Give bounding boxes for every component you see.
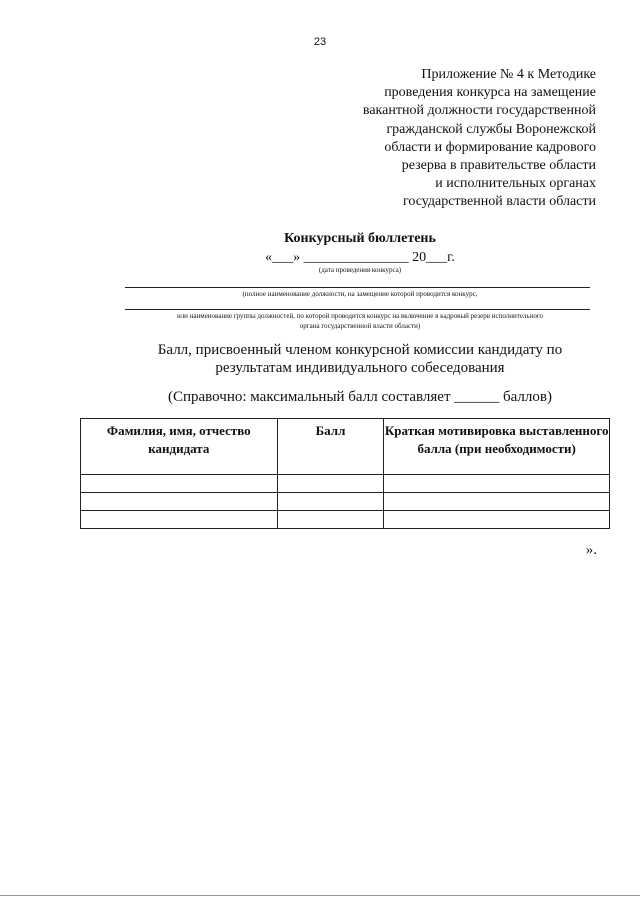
appendix-line: проведения конкурса на замещение <box>384 85 596 101</box>
table-cell[interactable] <box>277 511 384 529</box>
table-cell[interactable] <box>81 493 278 511</box>
appendix-line: и исполнительных органах <box>435 176 596 192</box>
group-caption <box>125 311 595 331</box>
group-line <box>125 309 590 310</box>
table-row <box>81 511 610 529</box>
appendix-line: Приложение № 4 к Методике <box>421 67 596 82</box>
table-cell[interactable] <box>81 511 278 529</box>
appendix-header <box>296 66 596 212</box>
appendix-line: области и формирование кадрового <box>384 139 596 155</box>
table-header-row <box>81 419 610 475</box>
appendix-line: резерва в правительстве области <box>401 158 596 174</box>
appendix-line: государственной власти области <box>402 194 596 210</box>
column-header-reason: Краткая мотивировка выставленного балла (при необходимости) <box>384 419 610 475</box>
position-caption: (полное наименование должности, на замещение которой проводится конкурс, <box>242 290 478 298</box>
table-cell[interactable] <box>384 493 610 511</box>
bulletin-title: Конкурсный бюллетень <box>284 231 436 246</box>
table-cell[interactable] <box>277 475 384 493</box>
appendix-line: гражданской службы Воронежской <box>386 121 596 137</box>
table-row <box>81 475 610 493</box>
table-cell[interactable] <box>384 511 610 529</box>
date-caption: (дата проведения конкурса) <box>318 266 402 274</box>
table-row <box>81 493 610 511</box>
page-number: 23 <box>313 36 327 48</box>
bottom-divider <box>0 895 640 896</box>
candidates-table <box>80 418 610 529</box>
appendix-line: вакантной должности государственной <box>362 103 596 119</box>
date-line: «___» _______________ 20___г. <box>265 250 455 265</box>
score-description: Балл, присвоенный членом конкурсной комиссии кандидату по результатам индивидуального собеседования <box>157 342 563 376</box>
table-cell[interactable] <box>81 475 278 493</box>
group-caption-line: органа государственной власти области) <box>299 322 421 330</box>
table-cell[interactable] <box>277 493 384 511</box>
group-caption-line: или наименование группы должностей, по которой проводится конкурс на включение в кадровый резерв исполнительного <box>176 312 544 320</box>
column-header-score: Балл <box>277 419 384 475</box>
column-header-name: Фамилия, имя, отчество кандидата <box>81 419 278 475</box>
max-score-reference: (Справочно: максимальный балл составляет ______ баллов) <box>168 389 552 405</box>
closing-quote: ». <box>585 542 597 558</box>
position-line <box>125 287 590 288</box>
table-cell[interactable] <box>384 475 610 493</box>
